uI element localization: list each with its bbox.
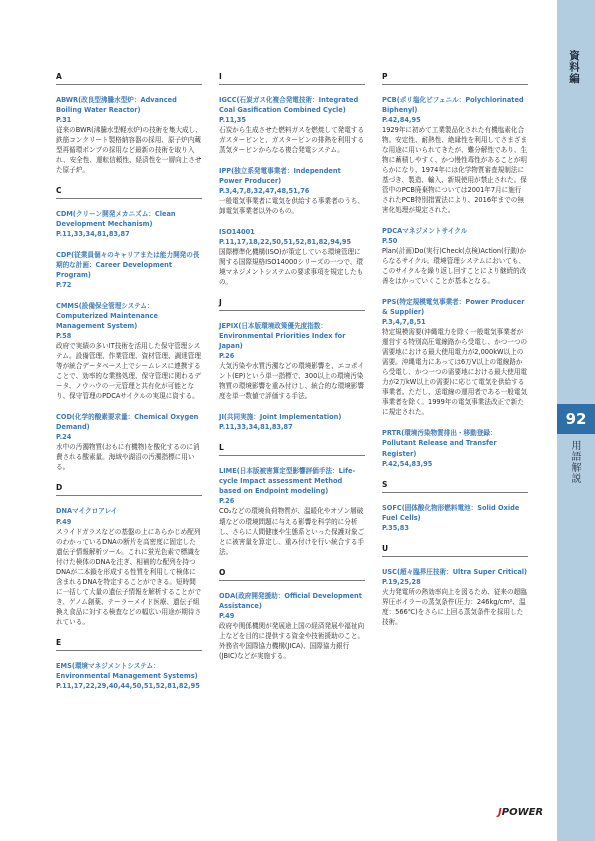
glossary-page-refs: P.42,84,95 — [382, 116, 421, 125]
glossary-entry — [219, 166, 365, 216]
glossary-page-refs: P.3,4,7,8,51 — [382, 318, 426, 327]
glossary-page-refs: P.42,54,83,95 — [382, 459, 433, 468]
glossary-entry — [382, 428, 528, 468]
glossary-description: 国際標準化機構(ISO)が策定している環境管理に関する国際規格ISO14000シリーズの一つで、環境マネジメントシステムの要求事項を規定したもの。 — [219, 248, 364, 287]
section-letter-heading: C — [56, 186, 202, 199]
glossary-term: COD(化学的酸素要求量：Chemical Oxygen Demand) — [56, 413, 199, 432]
glossary-term: SOFC(固体酸化物形燃料電池：Solid Oxide Fuel Cells) — [382, 503, 520, 522]
glossary-entry — [382, 95, 528, 215]
section-letter-heading: O — [219, 568, 365, 581]
glossary-term: EMS(環境マネジメントシステム：Environmental Management Systems) — [56, 661, 198, 680]
glossary-page-refs: P.26 — [219, 497, 235, 506]
glossary-page-refs: P.3,4,7,8,32,47,48,51,76 — [219, 187, 310, 196]
glossary-page-refs: P.35,83 — [382, 523, 409, 532]
glossary-description: 水中の汚濁物質(おもに有機物)を酸化するのに消費される酸素量。海域や湖沼の汚濁指標に用いる。 — [56, 443, 200, 472]
glossary-entry — [382, 567, 528, 627]
logo-mark: J — [498, 807, 502, 818]
glossary-entry — [382, 503, 528, 533]
section-letter-heading: J — [219, 298, 365, 311]
glossary-description: 政府や関係機関が発展途上国の経済発展や福祉向上などを目的に提供する資金や技術援助のこと。外務省や国際協力機構(JICA)、国際協力銀行(JBIC)などが実施する。 — [219, 621, 365, 660]
glossary-page-refs: P.72 — [56, 281, 72, 290]
section-letter-heading: E — [56, 638, 202, 651]
glossary-term: ODA(政府開発援助：Official Development Assistance) — [219, 591, 362, 610]
glossary-page-refs: P.31 — [56, 116, 72, 125]
glossary-description: 特定規模需要(沖縄電力を除く一般電気事業者が運営する特別高圧電線路から受電し、かつ一つの需要地における最大使用電力が2,000kW以上の需要。沖縄電力にあっては6万V以上の電線路から受電し、かつ一つの需要地における最大使用電力が2万kW以上の需要)に応じて電気を供給する事業者。ただし、送電線の運用者である一般電気事業者を除く。1999年の電気事業法改正で新たに規定された。 — [382, 328, 528, 417]
glossary-term: CDP(従業員個々のキャリアまたは能力開発の長期的な計画：Career Development Program) — [56, 251, 200, 280]
glossary-page-refs: P.49 — [219, 611, 235, 620]
glossary-page-refs: P.50 — [382, 237, 398, 246]
sidebar-section-label: 用語解説 — [569, 440, 580, 484]
section-letter-heading: D — [56, 483, 202, 496]
logo-text: POWER — [501, 807, 544, 818]
sidebar-title: 資料編 — [568, 50, 580, 85]
glossary-description: 政府で実績の多いIT技術を活用した保守管理システム。設備管理、作業管理、資材管理、調達管理等が統合データベース上でシームレスに連携することで、効率的な業務処理、保守管理に関わるデータ、ノウハウの一元管理と共有化が可能となり、保守管理のPDCAサイクルの実現に資する。 — [56, 342, 201, 401]
glossary-entry — [219, 95, 365, 155]
glossary-entry — [219, 321, 365, 401]
glossary-description: 火力発電所の熱効率向上を図るため、従来の超臨界圧ボイラーの蒸気条件(圧力：246kg/cm²、温度：566℃)をさらに上回る蒸気条件を採用した技術。 — [382, 587, 527, 626]
glossary-page-refs: P.58 — [56, 332, 72, 341]
glossary-description: Plan(計画)Do(実行)Check(点検)Action(行動)からなるサイクル。環境管理システムにおいても、このサイクルを繰り返し回すことにより継続的改善をはかっていくことが基本となる。 — [382, 247, 527, 286]
glossary-entry — [56, 301, 202, 401]
glossary-column-3 — [382, 72, 528, 638]
glossary-term: IPP(独立系発電事業者：Independent Power Producer) — [219, 167, 341, 186]
glossary-term: JI(共同実施：Joint Implementation) — [219, 413, 342, 422]
glossary-entry — [382, 226, 528, 286]
section-letter-heading: I — [219, 72, 365, 85]
glossary-description: スライドガラスなどの基盤の上にあらかじめ配列のわかっているDNAの断片を高密度に固定した遺伝子情報解析ツール。これに蛍光色素で標識を付けた検体のDNAを注ぎ、相補的な配列を持つDNAが二本鎖を形成する性質を利用して検体に含まれるDNAを特定することができる。短時間に一括して大量の遺伝子情報を解析することができ、ゲノム創薬、テーラーメイド医療、遺伝子組換え食品に対する検査などの幅広い用途が期待されている。 — [56, 527, 202, 626]
section-letter-heading: U — [382, 544, 528, 557]
glossary-page-refs: P.26 — [219, 352, 235, 361]
glossary-entry — [56, 506, 202, 626]
glossary-page-refs: P.19,25,28 — [382, 577, 421, 586]
glossary-entry — [219, 412, 365, 432]
glossary-entry — [382, 297, 528, 417]
glossary-term: CMMS(設備保全管理システム：Computerized Maintenance Management System) — [56, 302, 158, 331]
glossary-term: PCB(ポリ塩化ビフェニル：Polychlorinated Biphenyl) — [382, 96, 524, 115]
sidebar — [557, 0, 595, 841]
glossary-term: USC(超々臨界圧技術：Ultra Super Critical) — [382, 567, 528, 576]
glossary-entry — [56, 250, 202, 290]
section-letter-heading: A — [56, 72, 202, 85]
glossary-column-1 — [56, 72, 202, 702]
glossary-term: LIME(日本版被害算定型影響評価手法：Life-cycle Impact assessment Method based on Endpoint modeling) — [219, 467, 356, 496]
glossary-page-refs: P.11,17,22,29,40,44,50,51,52,81,82,95 — [56, 681, 200, 690]
section-letter-heading: S — [382, 480, 528, 493]
glossary-column-2 — [219, 72, 365, 672]
glossary-entry — [56, 661, 202, 691]
glossary-page-refs: P.11,17,18,22,50,51,52,81,82,94,95 — [219, 238, 352, 247]
glossary-page-refs: P.11,35 — [219, 116, 246, 125]
glossary-entry — [219, 227, 365, 287]
glossary-page-refs: P.49 — [56, 517, 72, 526]
glossary-description: 石炭から生成させた燃料ガスを燃焼して発電するガスタービンと、ガスタービンの排熱を利用する蒸気タービンからなる複合発電システム。 — [219, 126, 365, 155]
page-number-badge: 92 — [557, 404, 595, 434]
glossary-description: 1929年に初めて工業製品化された有機塩素化合物。安定性、耐熱性、絶縁性を利用してさまざまな用途に用いられてきたが、難分解性であり、生物に蓄積しやすく、かつ慢性毒性があることが明らかになり、1974年には化学物質審査規制法に基づき、製造、輸入、新規使用が禁止された。保管中のPCB廃棄物については2001年7月に施行されたPCB特別措置法により、2016年までの無害化処理が規定された。 — [382, 126, 528, 215]
section-letter-heading: L — [219, 443, 365, 456]
glossary-page-refs: P.24 — [56, 433, 72, 442]
glossary-term: ABWR(改良型沸騰水型炉：Advanced Boiling Water Reactor) — [56, 96, 177, 115]
glossary-description: CO₂などの環境負荷物質が、温暖化やオゾン層破壊などの環境問題に与える影響を科学的に分析し、さらに人間健康や生態系といった保護対象ごとに被害量を算定し、重み付けを行い統合する手法。 — [219, 507, 365, 556]
glossary-term: PPS(特定規模電気事業者：Power Producer & Supplier) — [382, 298, 525, 317]
glossary-entry — [219, 466, 365, 556]
glossary-term: PRTR(環境汚染物質排出・移動登録：Pollutant Release and Transfer Register) — [382, 429, 497, 458]
glossary-term: DNAマイクロアレイ — [56, 507, 118, 516]
glossary-page-refs: P.11,33,34,81,83,87 — [56, 230, 130, 239]
glossary-entry — [56, 95, 202, 175]
power-logo — [498, 807, 543, 818]
glossary-description: 従来のBWR(沸騰水型軽水炉)の技術を集大成し、鉄筋コンクリート製格納容器の採用、原子炉内蔵型再循環ポンプの採用など最新の技術を取り入れ、安全性、運転信頼性、経済性を一層向上させた原子炉。 — [56, 126, 202, 175]
glossary-entry — [56, 209, 202, 239]
glossary-term: PDCAマネジメントサイクル — [382, 227, 468, 236]
glossary-entry — [219, 591, 365, 661]
glossary-term: ISO14001 — [219, 228, 255, 237]
glossary-description: 一般電気事業者に電気を供給する事業者のうち、卸電気事業者以外のもの。 — [219, 197, 365, 216]
glossary-term: IGCC(石炭ガス化複合発電技術：Integrated Coal Gasification Combined Cycle) — [219, 96, 359, 115]
glossary-description: 大気汚染や水質汚濁などの環境影響を、エコポイント(EP)という単一指標で、300以上の環境汚染物質の環境影響を重み付けし、統合的な環境影響度を単一数値で評価する手法。 — [219, 362, 365, 401]
section-letter-heading: P — [382, 72, 528, 85]
glossary-term: CDM(クリーン開発メカニズム：Clean Development Mechanism) — [56, 210, 176, 229]
glossary-term: JEPIX(日本版環境政策優先度指数：Environmental Priorities Index for Japan) — [219, 322, 346, 351]
glossary-page-refs: P.11,33,34,81,83,87 — [219, 423, 293, 432]
glossary-entry — [56, 412, 202, 472]
